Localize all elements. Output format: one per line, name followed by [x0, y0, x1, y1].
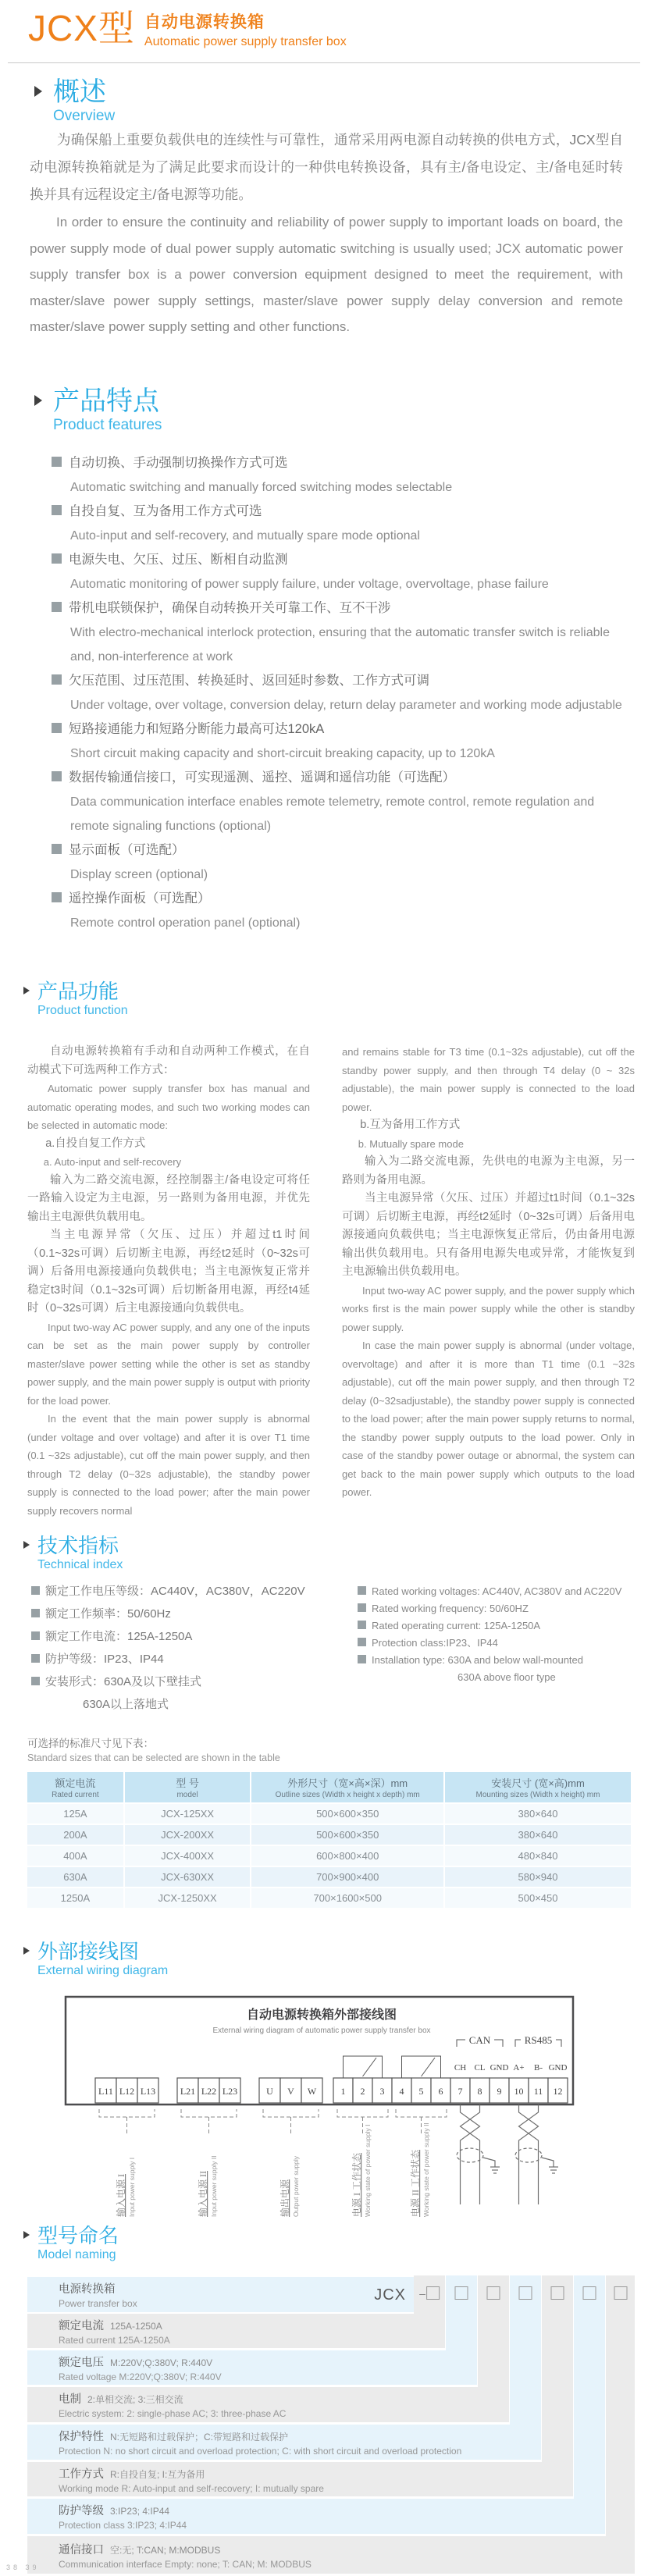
feature-en: Automatic switching and manually forced switching modes selectable [70, 481, 453, 494]
code-box-icon [583, 2286, 596, 2300]
section-wiring-heading [23, 1941, 168, 1978]
bullet-square-icon [52, 553, 62, 564]
bullet-square-icon [358, 1603, 366, 1612]
svg-text:9: 9 [497, 2086, 502, 2097]
bullet-square-icon [358, 1621, 366, 1629]
feature-en: Short circuit making capacity and short-circuit breaking capacity, up to 120kA [70, 747, 495, 760]
code-box-icon [455, 2286, 468, 2300]
naming-row: 电源转换箱 Power transfer box JCX [27, 2277, 414, 2312]
wiring-diagram [64, 1995, 579, 2229]
group-label [197, 2156, 218, 2217]
twisted-pair-icon [515, 2105, 554, 2204]
section-arrow-icon [23, 2231, 30, 2239]
feature-item [52, 838, 631, 887]
svg-text:7: 7 [458, 2086, 463, 2097]
svg-text:3: 3 [379, 2086, 385, 2097]
bullet-square-icon [52, 844, 62, 854]
group-label [115, 2158, 136, 2217]
tech-item: Protection class:IP23、IP44 [358, 1635, 639, 1652]
can-pin-cl: CL [474, 2063, 486, 2073]
feature-item [52, 596, 631, 669]
tech-item: 额定工作频率：50/60Hz [31, 1603, 344, 1625]
naming-strip [574, 2275, 605, 2534]
feature-en: With electro-mechanical interlock protection, ensuring that the automatic transfer switch is reliable and, non-interference at work [70, 626, 610, 664]
function-paragraph: In case the main power supply is abnormal (under voltage, overvoltage) and after it is more than T1 time (0.1 ~32s adjustable), cut off the main power supply, and then through T2 delay (0~32sadjustable), the standby power supply is connected to the load power; after the main power supply returns to normal, the standby power supply outputs to the load power. Only in case of the standby power outage or abnormal, the system can get back to the main power supply which outputs to the load power. [342, 1340, 635, 1498]
function-paragraph: 自动电源转换箱有手动和自动两种工作模式，在自动模式下可选两种工作方式： [27, 1045, 310, 1076]
svg-text:U: U [266, 2086, 273, 2097]
overview-paragraph-en: In order to ensure the continuity and reliability of power supply to important loads on board, the power supply mode of dual power supply automatic switching is usually used; JCX automatic power supply transfer box is a power conversion equipment designed to meet the requirement, with master/slave power supply settings, master/slave power supply delay conversion and remote master/slave power supply setting and other functions. [30, 215, 623, 334]
code-box-icon [614, 2286, 627, 2300]
function-paragraph: Input two-way AC power supply, and any one of the inputs can be set as the main power supply by controller master/slave power setting while the other is set as standby power supply, and the main power supply is output with priority for the load power. [27, 1321, 310, 1407]
table-row: 125A JCX-125XX 500×600×350 380×640 [27, 1803, 632, 1824]
svg-text:电源 I 工作状态: 电源 I 工作状态 [351, 2153, 362, 2217]
heading-cn: 产品功能 [37, 980, 119, 1003]
group-label [351, 2125, 372, 2217]
feature-cn: 显示面板（可选配） [69, 843, 185, 857]
svg-text:L23: L23 [222, 2086, 238, 2097]
feature-item [52, 451, 631, 500]
can-label: CAN [468, 2034, 491, 2046]
page-numbers: 38 39 [6, 2564, 40, 2571]
section-features-heading [34, 387, 162, 434]
svg-text:Input power supply II: Input power supply II [210, 2155, 218, 2217]
feature-cn: 带机电联锁保护，确保自动转换开关可靠工作、互不干涉 [69, 601, 391, 615]
table-header-row [27, 1772, 632, 1803]
table-row: 200A JCX-200XX 500×600×350 380×640 [27, 1824, 632, 1845]
function-subheading: a. Auto-input and self-recovery [43, 1156, 182, 1168]
table-row: 1250A JCX-1250XX 700×1600×500 500×450 [27, 1888, 632, 1909]
feature-item [52, 548, 631, 596]
svg-text:1: 1 [340, 2086, 346, 2097]
svg-text:Working state of power supply: Working state of power supply I [364, 2124, 372, 2217]
feature-item [52, 717, 631, 766]
note-en: Standard sizes that can be selected are shown in the table [27, 1752, 280, 1763]
heading-cn: 技术指标 [37, 1534, 119, 1557]
bullet-square-icon [52, 892, 62, 902]
svg-text:2: 2 [360, 2086, 365, 2097]
svg-text:11: 11 [533, 2086, 543, 2097]
svg-text:V: V [287, 2086, 294, 2097]
rs485-label: RS485 [524, 2034, 553, 2046]
code-box-icon [487, 2286, 500, 2300]
function-column-left [27, 1043, 310, 1520]
page-title [28, 8, 347, 49]
bullet-square-icon [358, 1586, 366, 1595]
rs485-pin-b: B- [534, 2063, 543, 2073]
feature-item [52, 500, 631, 548]
function-subheading: b.互为备用工作方式 [360, 1119, 461, 1131]
col-rated-current: 额定电流 Rated current [27, 1772, 124, 1803]
heading-cn: 型号命名 [37, 2224, 119, 2247]
function-paragraph: 当主电源异常（欠压、过压）并超过t1时间（0.1~32s可调）后切断主电源，再经t2延时（0~32s可调）后备用电源接通向负载供电；当主电源恢复正常后，仍由备用电源输出供负载用电。只有备用电源失电或异常，才能恢复到主电源输出供负载用电。 [342, 1192, 635, 1278]
bullet-square-icon [358, 1638, 366, 1646]
section-function-heading [23, 980, 128, 1018]
function-paragraph: Input two-way AC power supply, and the power supply which works first is the main power supply while the other is standby power supply. [342, 1284, 635, 1333]
svg-text:Working state of power supply: Working state of power supply II [422, 2122, 430, 2217]
product-title-cn: 自动电源转换箱 [144, 13, 265, 31]
svg-text:6: 6 [438, 2086, 443, 2097]
bullet-square-icon [52, 505, 62, 515]
section-arrow-icon [34, 395, 42, 406]
feature-item [52, 669, 631, 717]
section-naming-heading [23, 2225, 119, 2262]
section-arrow-icon [23, 987, 30, 994]
feature-en: Display screen (optional) [70, 868, 208, 881]
svg-text:4: 4 [399, 2086, 404, 2097]
naming-row: 额定电流 125A-1250A Rated current 125A-1250A [27, 2314, 445, 2348]
rs485-pin-a: A+ [513, 2063, 525, 2073]
heading-en: Product function [37, 1004, 128, 1017]
heading-en: Product features [53, 417, 162, 433]
feature-en: Remote control operation panel (optional) [70, 916, 301, 930]
function-subheading: b. Mutually spare mode [358, 1137, 464, 1150]
feature-en: Under voltage, over voltage, conversion delay, return delay parameter and working mode adjustable [70, 699, 622, 712]
bullet-square-icon [31, 1631, 40, 1640]
svg-text:输出电源: 输出电源 [279, 2179, 290, 2217]
heading-cn: 产品特点 [53, 386, 159, 416]
function-paragraph: and remains stable for T3 time (0.1~32s adjustable), cut off the standby power supply, and then through T4 delay (0 ~ 32s adjustable), the main power supply is connected to the load power. [342, 1046, 635, 1113]
ground-icon [549, 2167, 558, 2173]
tech-index-en [358, 1583, 639, 1686]
svg-text:输入电源 II: 输入电源 II [198, 2171, 208, 2217]
function-paragraph: Automatic power supply transfer box has manual and automatic operating modes, and such two working modes can be selected in automatic mode: [27, 1083, 310, 1131]
col-model: 型 号 model [124, 1772, 251, 1803]
svg-text:L12: L12 [119, 2086, 135, 2097]
naming-row: 通信接口 空:无; T:CAN; M:MODBUS Communication interface Empty: none; T: CAN; M: MODBUS [27, 2536, 635, 2574]
bullet-square-icon [31, 1677, 40, 1685]
feature-list [52, 451, 631, 935]
feature-cn: 数据传输通信接口，可实现遥测、遥控、遥调和遥信功能（可选配） [69, 770, 455, 785]
heading-en: Model naming [37, 2248, 116, 2261]
section-overview-heading [34, 78, 115, 125]
naming-row: 防护等级 3:IP23; 4:IP44 Protection class 3:IP23; 4:IP44 [27, 2499, 605, 2534]
naming-row: 保护特性 N:无短路和过载保护；C:带短路和过载保护 Protection N: no short circuit and overload protection; C: with short circuit and overload protection [27, 2425, 541, 2460]
bullet-square-icon [52, 674, 62, 685]
function-column-right [342, 1043, 635, 1502]
function-paragraph: 当主电源异常（欠压、过压）并超过t1时间（0.1~32s可调）后切断主电源，再经t2延时（0~32s可调）后备用电源接通向负载供电；当主电源恢复正常并稳定t3时间（0.1~32s可调）后切断备用电源，再经t4延时（0~32s可调）后主电源接通向负载供电。 [27, 1229, 310, 1315]
heading-en: External wiring diagram [37, 1964, 169, 1977]
tech-item: 防护等级：IP23、IP44 [31, 1648, 344, 1670]
tech-item: 额定工作电压等级：AC440V，AC380V，AC220V [31, 1580, 344, 1603]
product-title-en: Automatic power supply transfer box [144, 35, 347, 48]
code-box-icon [426, 2286, 440, 2300]
feature-cn: 遥控操作面板（可选配） [69, 891, 211, 906]
function-subheading: a.自投自复工作方式 [45, 1137, 146, 1150]
code-box-icon [551, 2286, 564, 2300]
bullet-square-icon [31, 1609, 40, 1617]
function-paragraph: 输入为二路交流电源，先供电的电源为主电源，另一路则为备用电源。 [342, 1155, 635, 1187]
standard-size-table [27, 1772, 632, 1909]
tech-item: 额定工作电流：125A-1250A [31, 1625, 344, 1648]
section-arrow-icon [34, 86, 42, 97]
function-paragraph: 输入为二路交流电源，经控制器主/备电设定可将任一路输入设定为主电源，另一路则为备用电源，并优先输出主电源供负载用电。 [27, 1173, 310, 1223]
feature-en: Automatic monitoring of power supply failure, under voltage, overvoltage, phase failure [70, 578, 549, 591]
bullet-square-icon [52, 457, 62, 467]
bullet-square-icon [358, 1655, 366, 1663]
group-label [409, 2122, 430, 2217]
title-divider [8, 62, 640, 63]
feature-en: Data communication interface enables remote telemetry, remote control, remote regulation and remote signaling functions (optional) [70, 795, 595, 833]
product-model-title: JCX型 [28, 8, 135, 48]
svg-text:Output power supply: Output power supply [292, 2156, 300, 2217]
tech-item-continuation: 630A以上落地式 [83, 1698, 169, 1711]
tech-item: Installation type: 630A and below wall-mounted [358, 1652, 639, 1669]
feature-en: Auto-input and self-recovery, and mutually spare mode optional [70, 529, 420, 543]
tech-item: Rated working frequency: 50/60HZ [358, 1600, 639, 1617]
tech-item: Rated working voltages: AC440V, AC380V and AC220V [358, 1583, 639, 1600]
can-pin-gnd: GND [490, 2063, 509, 2073]
bullet-square-icon [52, 771, 62, 781]
col-outline-size: 外形尺寸（宽×高×深）mm Outline sizes (Width x height x depth) mm [251, 1772, 444, 1803]
svg-text:L13: L13 [140, 2086, 156, 2097]
heading-cn: 外部接线图 [37, 1940, 140, 1963]
svg-text:12: 12 [553, 2086, 563, 2097]
feature-item [52, 766, 631, 838]
tech-item: Rated operating current: 125A-1250A [358, 1617, 639, 1635]
tech-item-continuation: 630A above floor type [458, 1671, 556, 1683]
size-table-note [27, 1735, 280, 1763]
naming-strip: – [414, 2275, 445, 2348]
tech-index-cn [31, 1580, 344, 1716]
svg-text:10: 10 [514, 2086, 524, 2097]
section-arrow-icon [23, 1541, 30, 1549]
feature-cn: 短路接通能力和短路分断能力最高可达120kA [69, 722, 325, 736]
bullet-square-icon [52, 723, 62, 733]
svg-text:Input power supply I: Input power supply I [128, 2157, 136, 2217]
naming-row: 工作方式 R:自投自复; I:互为备用 Working mode R: Auto-input and self-recovery; I: mutually spare [27, 2462, 573, 2496]
naming-row: 电制 2:单相交流; 3:三相交流 Electric system: 2: single-phase AC; 3: three-phase AC [27, 2387, 509, 2422]
feature-cn: 电源失电、欠压、过压、断相自动监测 [69, 553, 288, 567]
svg-text:8: 8 [477, 2086, 482, 2097]
can-pin-ch: CH [454, 2063, 467, 2073]
note-cn: 可选择的标准尺寸见下表： [27, 1738, 154, 1749]
twisted-pair-icon [457, 2105, 495, 2204]
section-tech-heading [23, 1535, 123, 1572]
col-mounting-size: 安装尺寸 (宽×高)mm Mounting sizes (Width x height) mm [444, 1772, 632, 1803]
feature-item [52, 887, 631, 935]
svg-text:L21: L21 [180, 2086, 196, 2097]
tech-item: 安装形式：630A及以下壁挂式 [31, 1670, 344, 1693]
section-arrow-icon [23, 1947, 30, 1955]
svg-text:L22: L22 [201, 2086, 217, 2097]
group-label [279, 2155, 300, 2217]
heading-cn: 概述 [53, 77, 106, 107]
bullet-square-icon [52, 602, 62, 612]
code-box-icon [519, 2286, 532, 2300]
svg-text:输入电源 I: 输入电源 I [116, 2174, 126, 2217]
heading-en: Technical index [37, 1558, 123, 1571]
overview-paragraph-cn: 为确保船上重要负载供电的连续性与可靠性，通常采用两电源自动转换的供电方式，JCX型自动电源转换箱就是为了满足此要求而设计的一种供电转换设备，具有主/备电设定、主/备电延时转换并具有远程设定主/备电源等功能。 [30, 132, 623, 202]
svg-text:5: 5 [418, 2086, 424, 2097]
diagram-title-en: External wiring diagram of automatic power supply transfer box [212, 2026, 431, 2035]
naming-strip [606, 2275, 635, 2574]
svg-text:电源 II 工作状态: 电源 II 工作状态 [410, 2150, 421, 2217]
naming-row: 额定电压 M:220V;Q:380V; R:440V Rated voltage M:220V;Q:380V; R:440V [27, 2350, 477, 2385]
feature-cn: 自动切换、手动强制切换操作方式可选 [69, 456, 288, 470]
function-paragraph: In the event that the main power supply is abnormal (under voltage and over voltage) and after it is over T1 time (0.1 ~32s adjustable), cut off the main power supply, and then through T2 delay (0~32s adjustable), the standby power supply is connected to the load power; after the main power supply recovers normal [27, 1413, 310, 1517]
table-row: 630A JCX-630XX 700×900×400 580×940 [27, 1866, 632, 1888]
group-brackets [99, 2109, 447, 2134]
model-prefix: JCX [374, 2286, 406, 2304]
diagram-title-cn: 自动电源转换箱外部接线图 [246, 2008, 397, 2022]
ground-icon [490, 2167, 500, 2173]
feature-cn: 欠压范围、过压范围、转换延时、返回延时参数、工作方式可调 [69, 674, 429, 688]
bullet-square-icon [31, 1654, 40, 1663]
svg-text:L11: L11 [98, 2086, 113, 2097]
model-naming-diagram [27, 2275, 635, 2574]
table-row: 400A JCX-400XX 600×800×400 480×840 [27, 1845, 632, 1866]
feature-cn: 自投自复、互为备用工作方式可选 [69, 504, 262, 518]
bullet-square-icon [31, 1586, 40, 1595]
rs485-pin-gnd: GND [548, 2063, 568, 2073]
svg-text:W: W [307, 2086, 317, 2097]
heading-en: Overview [53, 108, 116, 124]
